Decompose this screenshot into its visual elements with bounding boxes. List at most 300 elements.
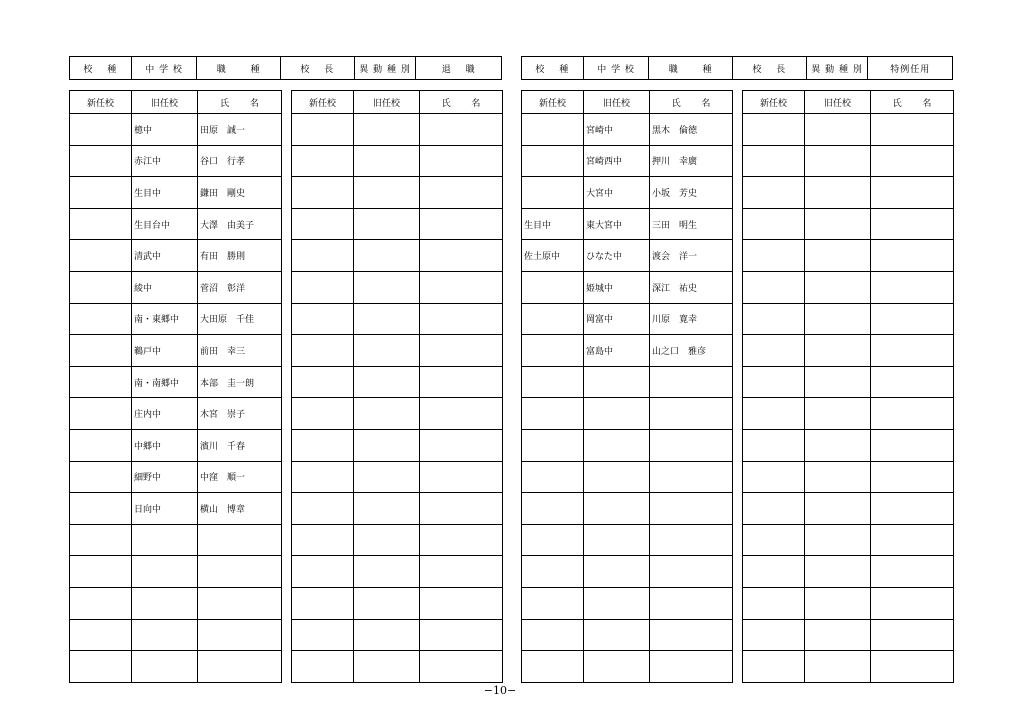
table-row bbox=[292, 587, 503, 619]
col-header-old-school: 旧任校 bbox=[805, 91, 871, 114]
table-row bbox=[70, 335, 282, 367]
table-row bbox=[743, 556, 954, 588]
new-school-cell bbox=[292, 271, 354, 303]
page-number: −10− bbox=[483, 684, 517, 697]
new-school-cell: 佐土原中 bbox=[522, 240, 584, 272]
table-row bbox=[522, 303, 733, 335]
table-row bbox=[743, 461, 954, 493]
col-header-old-school: 旧任校 bbox=[132, 91, 198, 114]
name-cell: 大澤 由美子 bbox=[198, 208, 282, 240]
old-school-cell bbox=[354, 208, 420, 240]
header-cell: 中 学 校 bbox=[132, 57, 198, 79]
old-school-cell bbox=[805, 271, 871, 303]
name-cell bbox=[871, 177, 954, 209]
new-school-cell bbox=[522, 303, 584, 335]
new-school-cell bbox=[70, 335, 132, 367]
col-header-old-school: 旧任校 bbox=[584, 91, 650, 114]
new-school-cell bbox=[292, 114, 354, 146]
header-cell: 特例任用 bbox=[890, 64, 931, 75]
new-school-cell bbox=[743, 366, 805, 398]
old-school-cell: 細野中 bbox=[132, 461, 198, 493]
new-school-cell bbox=[743, 177, 805, 209]
new-school-cell bbox=[70, 240, 132, 272]
old-school-cell bbox=[805, 177, 871, 209]
name-cell bbox=[871, 461, 954, 493]
header-cell: 校 長 bbox=[733, 57, 807, 79]
table-row bbox=[743, 398, 954, 430]
new-school-cell bbox=[522, 114, 584, 146]
table-row bbox=[522, 398, 733, 430]
name-cell bbox=[420, 114, 503, 146]
table-row bbox=[70, 619, 282, 651]
name-cell bbox=[198, 619, 282, 651]
old-school-cell bbox=[354, 177, 420, 209]
new-school-cell bbox=[522, 461, 584, 493]
name-cell bbox=[650, 619, 733, 651]
table-row bbox=[522, 429, 733, 461]
new-school-cell bbox=[70, 461, 132, 493]
name-cell bbox=[650, 493, 733, 525]
old-school-cell: 赤江中 bbox=[132, 145, 198, 177]
old-school-cell bbox=[584, 493, 650, 525]
name-cell bbox=[650, 398, 733, 430]
table-row bbox=[743, 271, 954, 303]
name-cell bbox=[198, 587, 282, 619]
new-school-cell bbox=[292, 366, 354, 398]
name-cell: 黒木 倫徳 bbox=[650, 114, 733, 146]
old-school-cell bbox=[354, 651, 420, 683]
header-cell: 職 種 bbox=[649, 57, 733, 79]
header-cell: 異 動 種 別 bbox=[355, 57, 417, 79]
new-school-cell bbox=[70, 651, 132, 683]
old-school-cell bbox=[132, 556, 198, 588]
col-header-new-school: 新任校 bbox=[522, 91, 584, 114]
name-cell bbox=[420, 398, 503, 430]
new-school-cell bbox=[522, 335, 584, 367]
name-cell bbox=[871, 398, 954, 430]
old-school-cell bbox=[805, 619, 871, 651]
old-school-cell bbox=[354, 240, 420, 272]
new-school-cell bbox=[292, 461, 354, 493]
new-school-cell bbox=[522, 587, 584, 619]
new-school-cell bbox=[522, 366, 584, 398]
personnel-table-4 bbox=[742, 90, 954, 683]
table-row bbox=[292, 619, 503, 651]
new-school-cell bbox=[70, 556, 132, 588]
table-row bbox=[743, 366, 954, 398]
header-cell: 校 種 bbox=[522, 57, 584, 79]
name-cell bbox=[650, 587, 733, 619]
name-cell bbox=[871, 271, 954, 303]
name-cell bbox=[650, 366, 733, 398]
new-school-cell bbox=[743, 619, 805, 651]
old-school-cell bbox=[805, 208, 871, 240]
table-row bbox=[70, 114, 282, 146]
name-cell bbox=[871, 335, 954, 367]
name-cell bbox=[650, 556, 733, 588]
name-cell: 田原 誠一 bbox=[198, 114, 282, 146]
table-row bbox=[743, 429, 954, 461]
new-school-cell bbox=[522, 651, 584, 683]
old-school-cell bbox=[354, 429, 420, 461]
table-row bbox=[70, 493, 282, 525]
name-cell bbox=[871, 240, 954, 272]
old-school-cell: 富島中 bbox=[584, 335, 650, 367]
name-cell bbox=[198, 651, 282, 683]
old-school-cell bbox=[805, 398, 871, 430]
table-row bbox=[292, 303, 503, 335]
name-cell bbox=[871, 556, 954, 588]
old-school-cell: ひなた中 bbox=[584, 240, 650, 272]
new-school-cell bbox=[292, 556, 354, 588]
old-school-cell: 中郷中 bbox=[132, 429, 198, 461]
old-school-cell bbox=[354, 303, 420, 335]
table-row bbox=[522, 524, 733, 556]
new-school-cell bbox=[70, 114, 132, 146]
name-cell: 山之口 雅彦 bbox=[650, 335, 733, 367]
new-school-cell bbox=[522, 429, 584, 461]
new-school-cell bbox=[292, 651, 354, 683]
new-school-cell bbox=[743, 398, 805, 430]
old-school-cell bbox=[354, 587, 420, 619]
header-cell: 退 職 bbox=[441, 64, 476, 75]
name-cell: 川原 寛幸 bbox=[650, 303, 733, 335]
old-school-cell bbox=[354, 556, 420, 588]
table-row bbox=[522, 651, 733, 683]
name-cell bbox=[420, 493, 503, 525]
old-school-cell bbox=[354, 398, 420, 430]
new-school-cell bbox=[743, 493, 805, 525]
old-school-cell: 日向中 bbox=[132, 493, 198, 525]
name-cell bbox=[871, 493, 954, 525]
new-school-cell bbox=[743, 240, 805, 272]
table-row bbox=[292, 335, 503, 367]
table-row bbox=[70, 524, 282, 556]
new-school-cell bbox=[743, 556, 805, 588]
new-school-cell bbox=[70, 303, 132, 335]
new-school-cell bbox=[70, 366, 132, 398]
new-school-cell bbox=[522, 177, 584, 209]
name-cell bbox=[871, 303, 954, 335]
col-header-name: 氏 名 bbox=[198, 91, 282, 114]
table-row bbox=[292, 493, 503, 525]
table-row bbox=[522, 366, 733, 398]
table-row bbox=[292, 429, 503, 461]
table-row bbox=[522, 587, 733, 619]
table-row bbox=[522, 271, 733, 303]
table-row bbox=[70, 303, 282, 335]
old-school-cell bbox=[584, 651, 650, 683]
old-school-cell: 南・南郷中 bbox=[132, 366, 198, 398]
old-school-cell: 綾中 bbox=[132, 271, 198, 303]
name-cell bbox=[871, 651, 954, 683]
old-school-cell bbox=[584, 524, 650, 556]
col-header-old-school: 旧任校 bbox=[354, 91, 420, 114]
name-cell bbox=[871, 429, 954, 461]
table-row bbox=[292, 651, 503, 683]
table-row bbox=[292, 398, 503, 430]
new-school-cell bbox=[70, 271, 132, 303]
header-cell: 異 動 種 別 bbox=[807, 57, 869, 79]
personnel-table-3 bbox=[521, 90, 733, 683]
right-header-bar bbox=[521, 56, 953, 80]
new-school-cell bbox=[292, 177, 354, 209]
table-row bbox=[743, 524, 954, 556]
new-school-cell bbox=[70, 429, 132, 461]
name-cell: 谷口 行孝 bbox=[198, 145, 282, 177]
old-school-cell bbox=[354, 493, 420, 525]
table-row bbox=[522, 335, 733, 367]
old-school-cell: 生目台中 bbox=[132, 208, 198, 240]
table-row bbox=[70, 398, 282, 430]
table-row bbox=[70, 208, 282, 240]
table-row bbox=[70, 651, 282, 683]
old-school-cell bbox=[805, 240, 871, 272]
name-cell bbox=[420, 524, 503, 556]
table-row bbox=[292, 114, 503, 146]
new-school-cell bbox=[522, 271, 584, 303]
name-cell bbox=[871, 524, 954, 556]
table-row bbox=[522, 619, 733, 651]
name-cell bbox=[871, 587, 954, 619]
old-school-cell bbox=[354, 366, 420, 398]
name-cell bbox=[420, 429, 503, 461]
new-school-cell bbox=[70, 398, 132, 430]
table-row bbox=[522, 493, 733, 525]
name-cell bbox=[420, 145, 503, 177]
old-school-cell bbox=[354, 114, 420, 146]
table-row bbox=[743, 177, 954, 209]
new-school-cell bbox=[743, 271, 805, 303]
personnel-table-2 bbox=[291, 90, 503, 683]
name-cell bbox=[871, 114, 954, 146]
old-school-cell bbox=[805, 587, 871, 619]
table-row bbox=[743, 145, 954, 177]
old-school-cell bbox=[805, 114, 871, 146]
table-row bbox=[292, 461, 503, 493]
old-school-cell bbox=[354, 524, 420, 556]
old-school-cell bbox=[805, 335, 871, 367]
name-cell: 濱川 千春 bbox=[198, 429, 282, 461]
new-school-cell bbox=[292, 145, 354, 177]
old-school-cell bbox=[354, 461, 420, 493]
new-school-cell bbox=[522, 619, 584, 651]
name-cell bbox=[871, 208, 954, 240]
old-school-cell: 岡富中 bbox=[584, 303, 650, 335]
name-cell: 菅沼 彰洋 bbox=[198, 271, 282, 303]
table-row bbox=[743, 335, 954, 367]
old-school-cell bbox=[584, 619, 650, 651]
old-school-cell: 大宮中 bbox=[584, 177, 650, 209]
name-cell bbox=[420, 335, 503, 367]
new-school-cell bbox=[743, 651, 805, 683]
old-school-cell bbox=[584, 398, 650, 430]
name-cell: 木宮 崇子 bbox=[198, 398, 282, 430]
table-row bbox=[743, 651, 954, 683]
old-school-cell bbox=[354, 145, 420, 177]
new-school-cell bbox=[522, 398, 584, 430]
new-school-cell bbox=[70, 619, 132, 651]
left-header-bar bbox=[69, 56, 502, 80]
name-cell bbox=[650, 429, 733, 461]
table-row bbox=[70, 240, 282, 272]
new-school-cell bbox=[522, 524, 584, 556]
table-row bbox=[522, 145, 733, 177]
table-row bbox=[743, 240, 954, 272]
old-school-cell: 鵜戸中 bbox=[132, 335, 198, 367]
table-row bbox=[292, 271, 503, 303]
name-cell: 押川 幸廣 bbox=[650, 145, 733, 177]
old-school-cell: 檍中 bbox=[132, 114, 198, 146]
new-school-cell bbox=[522, 145, 584, 177]
old-school-cell bbox=[805, 429, 871, 461]
new-school-cell bbox=[292, 335, 354, 367]
old-school-cell bbox=[805, 461, 871, 493]
old-school-cell: 東大宮中 bbox=[584, 208, 650, 240]
old-school-cell bbox=[584, 461, 650, 493]
old-school-cell bbox=[132, 651, 198, 683]
new-school-cell bbox=[292, 619, 354, 651]
name-cell: 三田 明生 bbox=[650, 208, 733, 240]
table-row bbox=[70, 271, 282, 303]
name-cell bbox=[871, 619, 954, 651]
name-cell bbox=[420, 651, 503, 683]
name-cell: 大田原 千佳 bbox=[198, 303, 282, 335]
name-cell bbox=[420, 461, 503, 493]
old-school-cell bbox=[132, 619, 198, 651]
old-school-cell bbox=[584, 429, 650, 461]
new-school-cell bbox=[70, 587, 132, 619]
name-cell: 有田 勝則 bbox=[198, 240, 282, 272]
table-row bbox=[70, 145, 282, 177]
table-row bbox=[70, 177, 282, 209]
col-header-new-school: 新任校 bbox=[743, 91, 805, 114]
table-row bbox=[743, 114, 954, 146]
old-school-cell bbox=[584, 556, 650, 588]
table-row bbox=[522, 177, 733, 209]
table-row bbox=[292, 556, 503, 588]
table-row bbox=[522, 556, 733, 588]
old-school-cell bbox=[584, 587, 650, 619]
new-school-cell bbox=[743, 303, 805, 335]
new-school-cell bbox=[522, 556, 584, 588]
old-school-cell bbox=[805, 303, 871, 335]
new-school-cell bbox=[743, 587, 805, 619]
new-school-cell bbox=[292, 398, 354, 430]
table-row bbox=[522, 208, 733, 240]
new-school-cell bbox=[743, 335, 805, 367]
col-header-new-school: 新任校 bbox=[292, 91, 354, 114]
old-school-cell: 庄内中 bbox=[132, 398, 198, 430]
name-cell bbox=[420, 587, 503, 619]
table-row bbox=[292, 366, 503, 398]
old-school-cell bbox=[805, 145, 871, 177]
new-school-cell bbox=[70, 145, 132, 177]
new-school-cell bbox=[292, 587, 354, 619]
name-cell: 中窪 順一 bbox=[198, 461, 282, 493]
name-cell bbox=[420, 240, 503, 272]
name-cell: 小坂 芳史 bbox=[650, 177, 733, 209]
name-cell: 本部 圭一朗 bbox=[198, 366, 282, 398]
table-row bbox=[743, 208, 954, 240]
old-school-cell: 生目中 bbox=[132, 177, 198, 209]
table-row bbox=[522, 114, 733, 146]
new-school-cell bbox=[522, 493, 584, 525]
old-school-cell bbox=[805, 493, 871, 525]
new-school-cell bbox=[743, 208, 805, 240]
table-row bbox=[743, 587, 954, 619]
new-school-cell bbox=[292, 208, 354, 240]
new-school-cell bbox=[292, 493, 354, 525]
old-school-cell: 南・東郷中 bbox=[132, 303, 198, 335]
name-cell bbox=[420, 556, 503, 588]
old-school-cell: 宮崎中 bbox=[584, 114, 650, 146]
new-school-cell bbox=[743, 461, 805, 493]
new-school-cell bbox=[70, 177, 132, 209]
new-school-cell: 生目中 bbox=[522, 208, 584, 240]
new-school-cell bbox=[70, 493, 132, 525]
name-cell bbox=[420, 366, 503, 398]
name-cell bbox=[650, 461, 733, 493]
old-school-cell: 宮崎西中 bbox=[584, 145, 650, 177]
old-school-cell bbox=[354, 335, 420, 367]
table-row bbox=[70, 366, 282, 398]
name-cell bbox=[198, 556, 282, 588]
col-header-new-school: 新任校 bbox=[70, 91, 132, 114]
new-school-cell bbox=[70, 524, 132, 556]
name-cell: 渡会 洋一 bbox=[650, 240, 733, 272]
new-school-cell bbox=[292, 429, 354, 461]
name-cell bbox=[420, 208, 503, 240]
name-cell bbox=[871, 366, 954, 398]
old-school-cell bbox=[805, 556, 871, 588]
table-row bbox=[292, 145, 503, 177]
old-school-cell: 姫城中 bbox=[584, 271, 650, 303]
col-header-name: 氏 名 bbox=[871, 91, 954, 114]
old-school-cell bbox=[132, 524, 198, 556]
name-cell bbox=[420, 271, 503, 303]
name-cell bbox=[420, 303, 503, 335]
old-school-cell bbox=[805, 524, 871, 556]
table-row bbox=[292, 208, 503, 240]
new-school-cell bbox=[743, 524, 805, 556]
table-row bbox=[70, 429, 282, 461]
header-cell: 校 長 bbox=[281, 57, 355, 79]
new-school-cell bbox=[292, 524, 354, 556]
table-row bbox=[70, 461, 282, 493]
name-cell: 横山 博章 bbox=[198, 493, 282, 525]
old-school-cell: 清武中 bbox=[132, 240, 198, 272]
new-school-cell bbox=[70, 208, 132, 240]
name-cell bbox=[650, 524, 733, 556]
table-row bbox=[743, 303, 954, 335]
name-cell bbox=[198, 524, 282, 556]
table-row bbox=[292, 240, 503, 272]
personnel-table-1 bbox=[69, 90, 282, 683]
header-cell: 中 学 校 bbox=[584, 57, 650, 79]
old-school-cell bbox=[805, 366, 871, 398]
old-school-cell bbox=[805, 651, 871, 683]
old-school-cell bbox=[354, 619, 420, 651]
new-school-cell bbox=[292, 240, 354, 272]
header-cell: 校 種 bbox=[70, 57, 132, 79]
old-school-cell bbox=[584, 366, 650, 398]
old-school-cell bbox=[132, 587, 198, 619]
old-school-cell bbox=[354, 271, 420, 303]
col-header-name: 氏 名 bbox=[650, 91, 733, 114]
new-school-cell bbox=[743, 114, 805, 146]
name-cell: 深江 祐史 bbox=[650, 271, 733, 303]
